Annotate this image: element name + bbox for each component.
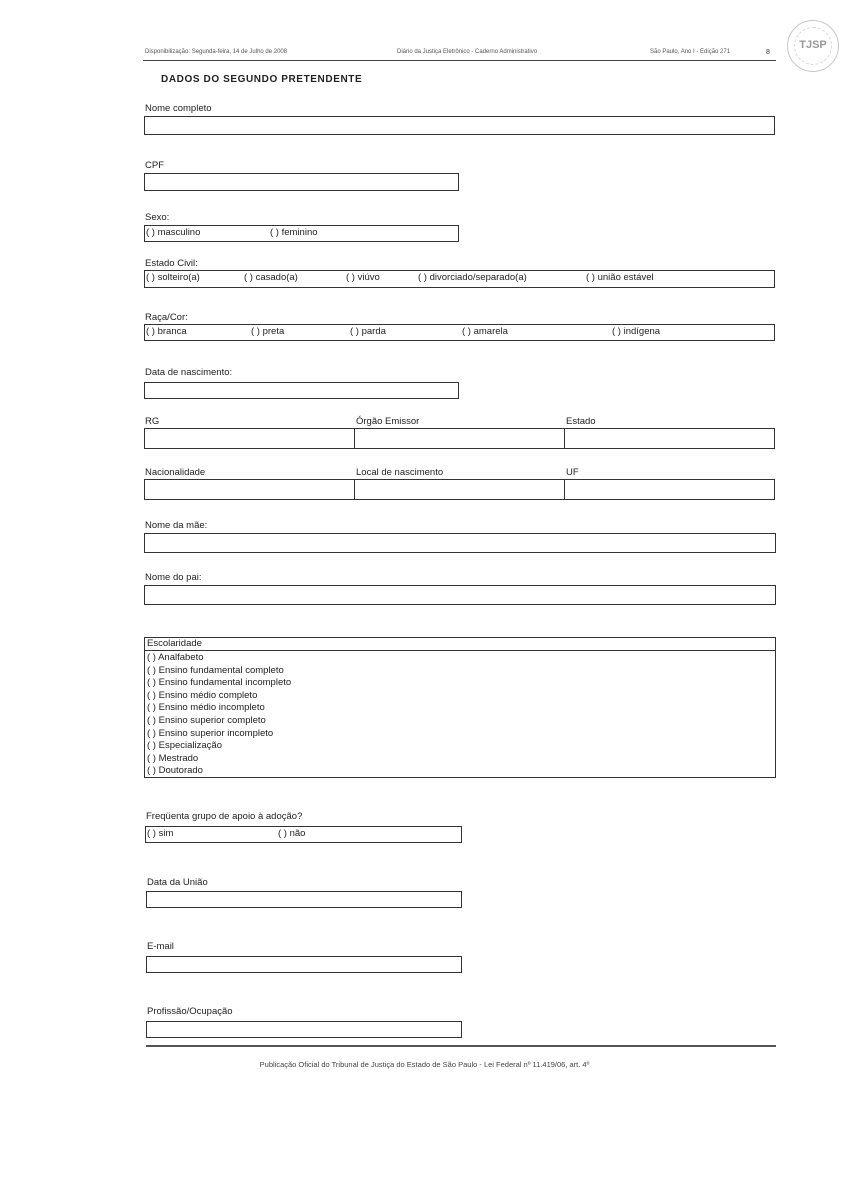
footer-text: Publicação Oficial do Tribunal de Justiça do Estado de São Paulo - Lei Federal nº 11.419/06, art. 4º	[259, 1060, 590, 1069]
raca-option-branca[interactable]: ( ) branca	[146, 326, 187, 337]
footer-rule	[146, 1045, 776, 1047]
data-uniao-field[interactable]	[146, 891, 462, 908]
estado-civil-option-uniao-estavel[interactable]: ( ) união estável	[586, 272, 654, 283]
nome-mae-field[interactable]	[144, 533, 776, 553]
data-nascimento-label: Data de nascimento:	[145, 367, 233, 378]
header-publication: Diário da Justiça Eletrônico - Caderno Administrativo	[397, 49, 538, 55]
email-label: E-mail	[147, 941, 174, 952]
escolaridade-option-fund-completo[interactable]: ( ) Ensino fundamental completo	[147, 664, 284, 676]
estado-label: Estado	[566, 416, 596, 427]
escolaridade-option-mestrado[interactable]: ( ) Mestrado	[147, 752, 199, 764]
uf-input[interactable]	[565, 480, 774, 499]
raca-cor-label: Raça/Cor:	[145, 312, 188, 323]
raca-cor-field	[144, 324, 775, 341]
orgao-emissor-label: Órgão Emissor	[356, 416, 420, 427]
escolaridade-label: Escolaridade	[147, 638, 202, 649]
orgao-emissor-input[interactable]	[355, 429, 564, 448]
estado-civil-option-solteiro[interactable]: ( ) solteiro(a)	[146, 272, 200, 283]
escolaridade-option-medio-completo[interactable]: ( ) Ensino médio completo	[147, 689, 258, 701]
escolaridade-field	[144, 637, 776, 778]
nome-mae-label: Nome da mãe:	[145, 520, 208, 531]
profissao-field[interactable]	[146, 1021, 462, 1038]
rg-input[interactable]	[145, 429, 354, 448]
nome-completo-field[interactable]	[144, 116, 775, 135]
estado-civil-option-divorciado[interactable]: ( ) divorciado/separado(a)	[418, 272, 527, 283]
escolaridade-option-analfabeto[interactable]: ( ) Analfabeto	[147, 652, 204, 663]
header-rule	[143, 60, 776, 61]
nacionalidade-row-field	[144, 479, 775, 500]
estado-input[interactable]	[565, 429, 774, 448]
escolaridade-option-superior-incompleto[interactable]: ( ) Ensino superior incompleto	[147, 727, 274, 739]
seal-label: TJSP	[799, 39, 827, 51]
rg-row-field	[144, 428, 775, 449]
raca-option-parda[interactable]: ( ) parda	[350, 326, 386, 337]
raca-option-indigena[interactable]: ( ) indígena	[612, 326, 661, 337]
escolaridade-option-superior-completo[interactable]: ( ) Ensino superior completo	[147, 715, 266, 726]
uf-label: UF	[566, 467, 579, 478]
estado-civil-option-viuvo[interactable]: ( ) viúvo	[346, 272, 380, 283]
raca-option-amarela[interactable]: ( ) amarela	[462, 326, 508, 337]
data-nascimento-field[interactable]	[144, 382, 459, 399]
email-field[interactable]	[146, 956, 462, 973]
escolaridade-option-medio-incompleto[interactable]: ( ) Ensino médio incompleto	[147, 702, 265, 714]
estado-civil-label: Estado Civil:	[145, 258, 198, 269]
estado-civil-field	[144, 270, 775, 288]
sexo-label: Sexo:	[145, 212, 170, 223]
sexo-option-feminino[interactable]: ( ) feminino	[270, 227, 318, 238]
cpf-field[interactable]	[144, 173, 459, 191]
header-date: Disponibilização: Segunda-feira, 14 de Julho de 2008	[145, 49, 288, 55]
estado-civil-option-casado[interactable]: ( ) casado(a)	[244, 272, 298, 283]
local-nascimento-input[interactable]	[355, 480, 564, 499]
grupo-apoio-option-sim[interactable]: ( ) sim	[147, 828, 174, 839]
nome-pai-label: Nome do pai:	[145, 572, 202, 583]
escolaridade-option-especializacao[interactable]: ( ) Especialização	[147, 740, 222, 752]
escolaridade-option-fund-incompleto[interactable]: ( ) Ensino fundamental incompleto	[147, 677, 292, 689]
grupo-apoio-field	[145, 826, 462, 843]
nacionalidade-input[interactable]	[145, 480, 354, 499]
local-nascimento-label: Local de nascimento	[356, 467, 444, 478]
rg-label: RG	[145, 416, 160, 427]
nome-completo-label: Nome completo	[145, 103, 212, 114]
escolaridade-rule	[145, 650, 775, 651]
grupo-apoio-option-nao[interactable]: ( ) não	[278, 828, 306, 839]
data-uniao-label: Data da União	[147, 877, 208, 888]
header-edition: São Paulo, Ano I - Edição 271	[650, 49, 731, 55]
nome-pai-field[interactable]	[144, 585, 776, 605]
sexo-option-masculino[interactable]: ( ) masculino	[146, 227, 201, 238]
escolaridade-option-doutorado[interactable]: ( ) Doutorado	[147, 765, 203, 777]
profissao-label: Profissão/Ocupação	[147, 1006, 233, 1017]
raca-option-preta[interactable]: ( ) preta	[251, 326, 285, 337]
grupo-apoio-label: Freqüenta grupo de apoio à adoção?	[146, 811, 303, 822]
sexo-field	[144, 225, 459, 242]
tjsp-seal	[787, 20, 839, 72]
cpf-label: CPF	[145, 160, 164, 171]
section-title: DADOS DO SEGUNDO PRETENDENTE	[161, 74, 363, 85]
nacionalidade-label: Nacionalidade	[145, 467, 206, 478]
page-number: 8	[766, 49, 770, 56]
